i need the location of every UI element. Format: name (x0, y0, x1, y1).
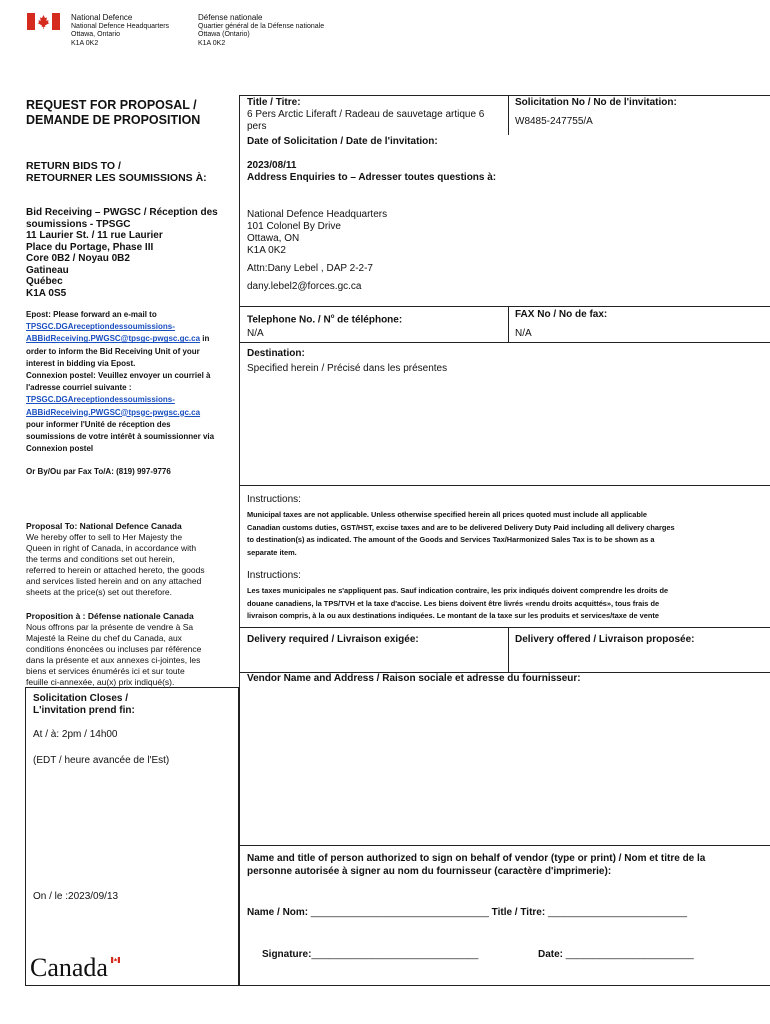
instructions-fr-line: douane canadiens, la TPS/TVH et la taxe d'accise. Les biens doivent être livrés «rendu droits acquittés», tous frais de (247, 598, 660, 608)
destination-value: Specified herein / Précisé dans les présentes (247, 363, 448, 374)
telephone-label-text: Telephone No. / N (247, 314, 331, 326)
header-en-line1: National Defence (71, 13, 133, 22)
instructions-fr (247, 570, 767, 623)
instructions-en-line: separate item. (247, 547, 297, 557)
title-fr: DEMANDE DE PROPOSITION (26, 113, 201, 127)
addr-line: K1A 0S5 (26, 287, 67, 299)
proposal-en-line: and services listed herein and on any attached (26, 576, 202, 586)
proposal-en (26, 521, 238, 598)
solicitation-label: Solicitation No / No de l'invitation: (515, 97, 677, 108)
header-fr-line4: K1A 0K2 (198, 39, 226, 47)
epost-line: Epost: Please forward an e-mail to (26, 310, 157, 319)
proposal-en-line: sheets at the price(s) set out therefore. (26, 587, 172, 597)
addr-line: soumissions - TPSGC (26, 218, 131, 230)
instructions-en-line: Canadian customs duties, GST/HST, excise taxes and are to be delivered Delivery Duty Paid including all delivery charges (247, 522, 675, 532)
proposal-en-line: Queen in right of Canada, in accordance with (26, 543, 197, 553)
bid-receiving-address (26, 207, 218, 299)
epost-line: Connexion postel: Veuillez envoyer un courriel à (26, 371, 211, 381)
epost-line: order to inform the Bid Receiving Unit of your (26, 346, 200, 356)
epost-instructions (26, 309, 236, 455)
date-field (247, 160, 496, 184)
addr-line: 11 Laurier St. / 11 rue Laurier (26, 230, 163, 241)
title-field (247, 97, 505, 133)
authorized-line: personne autorisée à signer au nom du fournisseur (caractère d'imprimerie): (247, 866, 612, 877)
return-bids-heading (26, 160, 207, 184)
epost-in: in (200, 334, 210, 344)
divider (239, 845, 770, 846)
enquiries-line: K1A 0K2 (247, 245, 286, 256)
addr-line: Bid Receiving – PWGSC / Réception des (26, 207, 218, 218)
addr-line: Gatineau (26, 264, 69, 276)
destination-label: Destination: (247, 348, 305, 359)
title-value: 6 Pers Arctic Liferaft / Radeau de sauvetage artique 6 (247, 109, 485, 120)
divider (508, 95, 509, 135)
delivery-offered-field[interactable] (509, 648, 769, 670)
proposal-fr-line: Nous offrons par la présente de vendre à Sa (26, 622, 194, 632)
proposal-fr-line: conditions énoncées ou incluses par référence (26, 644, 202, 654)
header-french-block (198, 14, 324, 48)
proposal-en-line: referred to herein or attached hereto, the goods (26, 565, 205, 575)
delivery-required-label: Delivery required / Livraison exigée: (247, 634, 419, 645)
attention: Attn:Dany Lebel , DAP 2-2-7 (247, 263, 373, 274)
return-en: RETURN BIDS TO / (26, 160, 121, 172)
closing-time: At / à: 2pm / 14h00 (33, 729, 118, 740)
title-en: REQUEST FOR PROPOSAL / (26, 98, 197, 112)
telephone-value: N/A (247, 328, 264, 339)
divider (239, 342, 770, 343)
signature-row (262, 949, 478, 961)
header-english-block (71, 14, 169, 48)
date-sign-label: Date: (538, 949, 564, 960)
epost-email-link[interactable]: ABBidReceiving.PWGSC@tpsgc-pwgsc.gc.ca (26, 334, 201, 344)
name-title-row (247, 907, 687, 919)
fax-value: N/A (515, 328, 532, 339)
destination-field (247, 348, 447, 375)
divider (239, 485, 770, 486)
telephone-label-text2: de téléphone: (334, 314, 403, 326)
instructions-fr-line: livraison compris, à la ou aux destinations indiquées. Le montant de la taxe sur les produits et services/taxe de vente (247, 611, 659, 620)
solicitation-field (515, 97, 677, 128)
proposal-en-line: We hereby offer to sell to Her Majesty the (26, 532, 183, 542)
vendor-field[interactable] (241, 688, 769, 843)
instructions-en-line: to destination(s) as indicated. The amount of the Goods and Services Tax/Harmonized Sales Tax is to be shown as a (247, 535, 655, 544)
document-title (26, 98, 200, 128)
date-sign-row (538, 949, 694, 961)
divider (239, 627, 770, 628)
telephone-label (247, 311, 402, 326)
title-value-cont: pers (247, 121, 267, 132)
closes-en: Solicitation Closes / (33, 693, 129, 704)
vendor-label: Vendor Name and Address / Raison sociale et adresse du fournisseur: (247, 673, 581, 684)
closing-date: On / le :2023/09/13 (33, 891, 119, 902)
header-fr-line3: Ottawa (Ontario) (198, 31, 250, 38)
instructions-fr-title: Instructions: (247, 570, 301, 581)
proposal-en-title: Proposal To: National Defence Canada (26, 521, 182, 531)
instructions-en-body (247, 509, 767, 559)
title-label: Title / Titre: (247, 97, 301, 108)
epost-line: pour informer l'Unité de réception des (26, 419, 171, 429)
addr-line: Core 0B2 / Noyau 0B2 (26, 253, 130, 264)
authorized-person-label (247, 852, 765, 878)
fax-number: Or By/Ou par Fax To/A: (819) 997-9776 (26, 467, 171, 476)
closes-heading (33, 693, 135, 717)
epost-email-link[interactable]: TPSGC.DGAreceptiondessoumissions- (26, 322, 175, 332)
authorized-line: Name and title of person authorized to sign on behalf of vendor (type or print) / Nom et titre de la (247, 853, 706, 864)
instructions-en-line: Municipal taxes are not applicable. Unless otherwise specified herein all prices quoted must include all applicable (247, 510, 648, 519)
enquiries-address (247, 209, 387, 293)
proposal-fr-title: Proposition à : Défense nationale Canada (26, 611, 194, 621)
divider (508, 306, 509, 342)
date-sign-field[interactable]: _______________________ (565, 949, 694, 960)
canada-wordmark (30, 953, 108, 983)
header-fr-line1: Défense nationale (198, 13, 263, 22)
header-en-line3: Ottawa, Ontario (71, 31, 121, 38)
title-signer-label: Title / Titre: (491, 907, 546, 918)
instructions-en (247, 494, 767, 559)
solicitation-number: W8485-247755/A (515, 116, 593, 127)
name-label: Name / Nom: (247, 907, 309, 918)
postel-email-link[interactable]: ABBidReceiving.PWGSC@tpsgc-pwgsc.gc.ca (26, 407, 201, 417)
header-fr-line2: Quartier général de la Défense nationale (198, 22, 325, 30)
wordmark-flag-icon (111, 957, 120, 963)
epost-line: soumissions de votre intérêt à soumissionner via (26, 432, 215, 442)
delivery-offered-label: Delivery offered / Livraison proposée: (515, 634, 695, 645)
epost-line: l'adresse courriel suivante : (26, 383, 132, 393)
header-en-line4: K1A 0K2 (71, 39, 99, 47)
epost-line: interest in bidding via Epost. (26, 358, 136, 368)
proposal-fr-line: feuille ci-annexée, au(x) prix indiqué(s). (26, 677, 175, 687)
telephone-label-sup: o (330, 314, 335, 320)
proposal-en-line: the terms and conditions set out herein, (26, 554, 175, 564)
enquiries-line: Ottawa, ON (247, 233, 300, 244)
proposal-fr (26, 611, 238, 688)
epost-line: Connexion postel (26, 444, 94, 454)
time-zone: (EDT / heure avancée de l'Est) (33, 755, 170, 766)
date-value: 2023/08/11 (247, 160, 297, 171)
signature-label: Signature: (262, 949, 312, 960)
postel-email-link[interactable]: TPSGC.DGAreceptiondessoumissions- (26, 395, 175, 405)
contact-email[interactable]: dany.lebel2@forces.gc.ca (247, 281, 362, 292)
name-field[interactable]: ________________________________ (310, 907, 489, 918)
canada-flag-logo (27, 13, 60, 30)
proposal-fr-line: biens et services énumérés ici et sur toute (26, 666, 185, 676)
addr-line: Québec (26, 276, 63, 287)
enquiries-line: 101 Colonel By Drive (247, 221, 341, 232)
proposal-fr-line: dans la présente et aux annexes ci-jointes, les (26, 655, 201, 665)
signature-field[interactable]: ______________________________ (311, 949, 479, 960)
title-signer-field[interactable]: _________________________ (547, 907, 688, 918)
return-fr: RETOURNER LES SOUMISSIONS À: (26, 172, 207, 184)
instructions-fr-body (247, 585, 767, 623)
closes-fr: L'invitation prend fin: (33, 705, 135, 716)
header-en-line2: National Defence Headquarters (71, 22, 170, 30)
instructions-en-title: Instructions: (247, 494, 301, 505)
enquiries-label: Address Enquiries to – Adresser toutes questions à: (247, 172, 497, 183)
fax-label: FAX No / No de fax: (515, 309, 608, 320)
instructions-fr-line: Les taxes municipales ne s'appliquent pas. Sauf indication contraire, les prix indiqués doivent comprendre les droits de (247, 586, 669, 595)
addr-line: Place du Portage, Phase III (26, 241, 154, 253)
canada-wordmark-text: Canada (30, 953, 108, 982)
proposal-fr-line: Majesté la Reine du chef du Canada, aux (26, 633, 182, 643)
enquiries-line: National Defence Headquarters (247, 209, 388, 220)
divider (239, 306, 770, 307)
date-label: Date of Solicitation / Date de l'invitation: (247, 136, 438, 147)
